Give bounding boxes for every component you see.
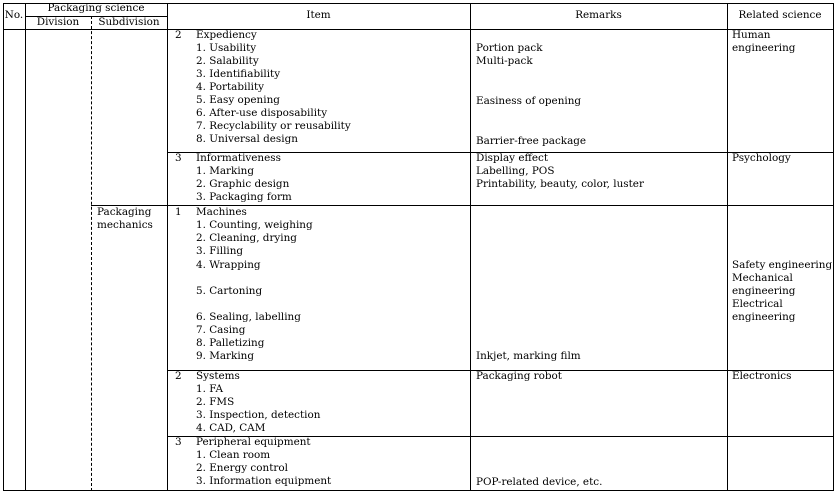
item-entry: 2. FMS	[196, 396, 235, 408]
header-subdivision: Subdivision	[98, 16, 160, 28]
item-entry: 2. Cleaning, drying	[196, 232, 297, 244]
item-entry: 2. Salability	[196, 55, 259, 67]
item-list	[196, 436, 331, 488]
remark: Display effect	[476, 152, 549, 164]
item-entry: 3. Inspection, detection	[196, 409, 321, 421]
remark: Portion pack	[476, 42, 543, 54]
item-number: 2	[175, 29, 182, 41]
item-entry: 4. Portability	[196, 81, 265, 93]
item-entry: 3. Information equipment	[196, 475, 332, 487]
related-science: Mechanical	[732, 272, 793, 284]
item-entry: 3. Identifiability	[196, 68, 281, 80]
item-entry: 8. Universal design	[196, 133, 298, 145]
item-number: 2	[175, 370, 182, 382]
item-entry: 4. Wrapping	[196, 259, 261, 271]
item-number: 3	[175, 152, 182, 164]
item-entry: 5. Cartoning	[196, 285, 263, 297]
table-left-border	[3, 3, 4, 491]
column-divider	[25, 3, 26, 491]
item-entry: 4. CAD, CAM	[196, 422, 266, 434]
item-entry: 9. Marking	[196, 350, 254, 362]
item-entry: 1. FA	[196, 383, 224, 395]
header-related-science: Related science	[738, 9, 822, 21]
item-title: Machines	[196, 206, 247, 218]
header-remarks: Remarks	[575, 9, 622, 21]
item-entry: 2. Energy control	[196, 462, 288, 474]
header-bottom-border	[3, 29, 834, 30]
remark: Packaging robot	[476, 370, 562, 382]
column-divider	[167, 3, 168, 491]
item-entry: 6. Sealing, labelling	[196, 311, 301, 323]
item-entry: 6. After-use disposability	[196, 107, 328, 119]
item-list	[196, 370, 320, 435]
remark: POP-related device, etc.	[476, 476, 603, 488]
header-no: No.	[4, 9, 24, 21]
item-entry: 1. Clean room	[196, 449, 271, 461]
item-list	[196, 29, 351, 146]
item-entry: 2. Graphic design	[196, 178, 290, 190]
related-science: Electrical	[732, 298, 783, 310]
item-entry: 1. Counting, weighing	[196, 219, 313, 231]
related-science: engineering	[732, 42, 796, 54]
item-entry: 3. Packaging form	[196, 191, 292, 203]
table-bottom-border	[3, 490, 834, 491]
item-number: 3	[175, 436, 182, 448]
item-entry: 7. Casing	[196, 324, 246, 336]
item-list	[196, 152, 292, 204]
item-entry: 1. Marking	[196, 165, 254, 177]
column-divider	[727, 3, 728, 491]
item-title: Expediency	[196, 29, 257, 41]
subdivision-dashed-divider	[91, 16, 92, 491]
item-title: Informativeness	[196, 152, 281, 164]
item-number: 1	[175, 206, 182, 218]
related-science: Human	[732, 29, 771, 41]
remark: Inkjet, marking film	[476, 350, 581, 362]
header-item: Item	[306, 9, 331, 21]
item-entry: 7. Recyclability or reusability	[196, 120, 351, 132]
item-entry: 3. Filling	[196, 245, 244, 257]
item-title: Systems	[196, 370, 240, 382]
subdivision-label: Packaging	[97, 206, 152, 218]
remark: Printability, beauty, color, luster	[476, 178, 644, 190]
header-packaging-science: Packaging science	[47, 2, 145, 14]
item-entry: 1. Usability	[196, 42, 257, 54]
item-entry: 8. Palletizing	[196, 337, 265, 349]
item-entry: 5. Easy opening	[196, 94, 280, 106]
related-science: Electronics	[732, 370, 792, 382]
remark: Multi-pack	[476, 55, 533, 67]
table-right-border	[833, 3, 834, 491]
related-science: Psychology	[732, 152, 791, 164]
remark: Labelling, POS	[476, 165, 555, 177]
related-science: engineering	[732, 311, 796, 323]
subdivision-label: mechanics	[97, 219, 153, 231]
related-science: engineering	[732, 285, 796, 297]
remark: Barrier-free package	[476, 135, 587, 147]
related-science: Safety engineering	[732, 259, 833, 271]
column-divider	[470, 3, 471, 491]
remark: Easiness of opening	[476, 95, 582, 107]
item-title: Peripheral equipment	[196, 436, 311, 448]
header-division: Division	[36, 16, 80, 28]
